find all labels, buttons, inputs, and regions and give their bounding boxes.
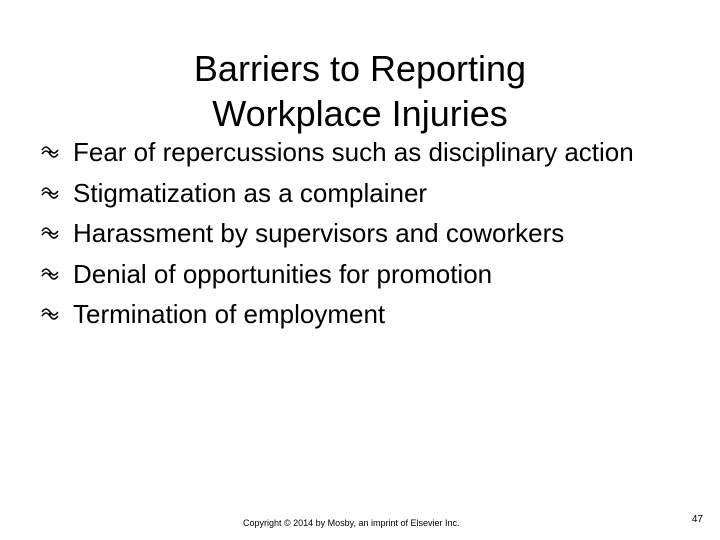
page-number: 47 <box>691 514 703 525</box>
title-line-2: Workplace Injuries <box>212 93 508 135</box>
bullet-text: Stigmatization as a complainer <box>73 177 428 208</box>
bullet-list <box>40 132 700 335</box>
bullet-text: Termination of employment <box>73 299 386 330</box>
fleuron-wave-icon <box>40 307 60 321</box>
title-line-1: Barriers to Reporting <box>193 48 527 90</box>
bullet-item-denial-of-promotion <box>40 254 700 295</box>
bullet-text: Fear of repercussions such as disciplinary action <box>73 137 634 168</box>
bullet-item-harassment <box>40 213 700 254</box>
fleuron-wave-icon <box>40 226 60 240</box>
fleuron-wave-icon <box>40 186 60 200</box>
copyright-footer: Copyright © 2014 by Mosby, an imprint of Elsevier Inc. <box>243 518 460 528</box>
bullet-text: Denial of opportunities for promotion <box>73 258 493 289</box>
fleuron-wave-icon <box>40 267 60 281</box>
bullet-item-fear-of-repercussions <box>40 132 700 173</box>
fleuron-wave-icon <box>40 145 60 159</box>
bullet-item-stigmatization <box>40 173 700 214</box>
bullet-text: Harassment by supervisors and coworkers <box>73 218 565 249</box>
slide-title <box>60 46 660 136</box>
bullet-item-termination <box>40 294 700 335</box>
